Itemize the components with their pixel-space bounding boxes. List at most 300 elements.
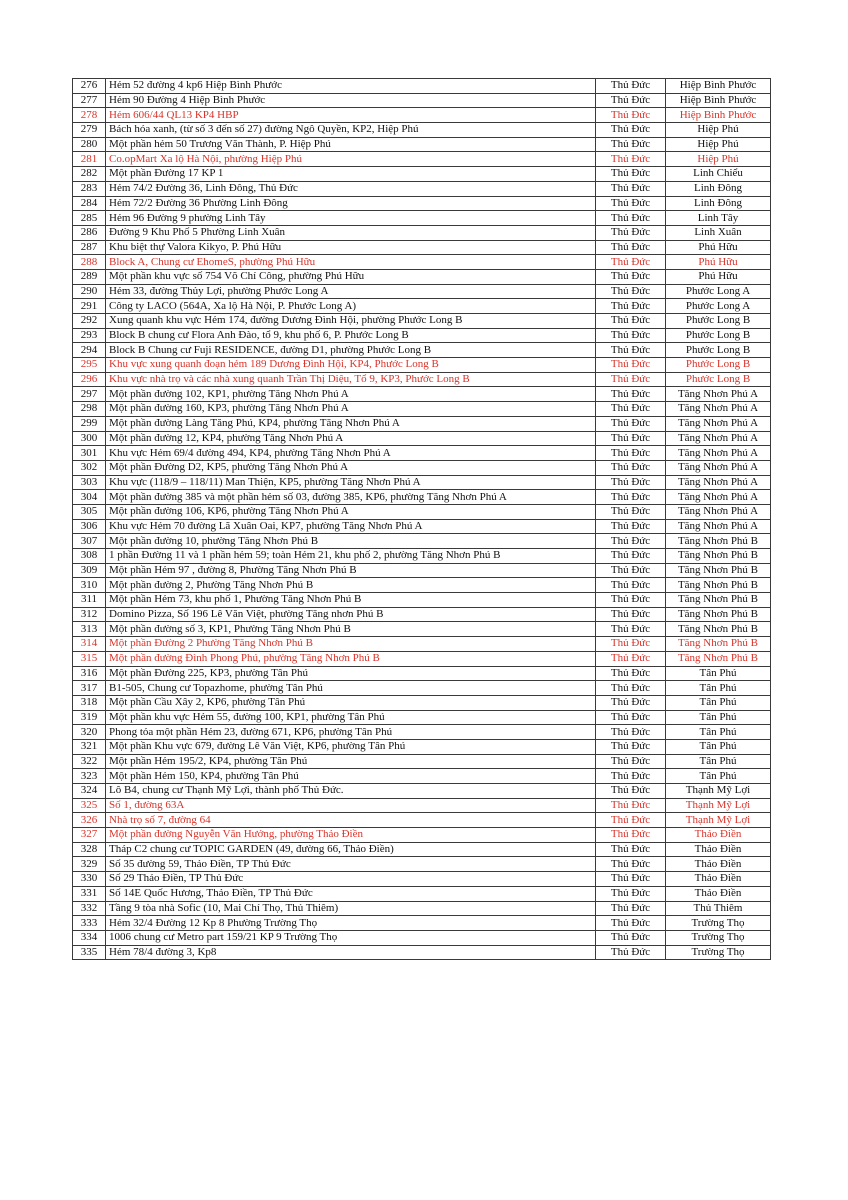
location-cell: Một phần Hẻm 97 , đường 8, Phường Tăng Nhơn Phú B: [106, 563, 596, 578]
district-cell: Thủ Đức: [596, 842, 666, 857]
ward-cell: Hiệp Bình Phước: [666, 108, 771, 123]
district-cell: Thủ Đức: [596, 901, 666, 916]
district-cell: Thủ Đức: [596, 607, 666, 622]
table-row: [73, 930, 771, 945]
row-number: 325: [73, 798, 106, 813]
district-cell: Thủ Đức: [596, 284, 666, 299]
location-cell: Một phần Hẻm 195/2, KP4, phường Tân Phú: [106, 754, 596, 769]
district-cell: Thủ Đức: [596, 549, 666, 564]
row-number: 279: [73, 123, 106, 138]
ward-cell: Linh Đông: [666, 181, 771, 196]
row-number: 298: [73, 402, 106, 417]
ward-cell: Phú Hữu: [666, 269, 771, 284]
district-cell: Thủ Đức: [596, 695, 666, 710]
district-cell: Thủ Đức: [596, 534, 666, 549]
location-cell: Xung quanh khu vực Hẻm 174, đường Dương Đình Hội, phường Phước Long B: [106, 314, 596, 329]
row-number: 300: [73, 431, 106, 446]
district-cell: Thủ Đức: [596, 225, 666, 240]
district-cell: Thủ Đức: [596, 314, 666, 329]
location-cell: Số 1, đường 63A: [106, 798, 596, 813]
table-row: [73, 607, 771, 622]
table-row: [73, 622, 771, 637]
district-cell: Thủ Đức: [596, 754, 666, 769]
row-number: 278: [73, 108, 106, 123]
district-cell: Thủ Đức: [596, 402, 666, 417]
location-cell: Một phần khu vực số 754 Võ Chí Công, phường Phú Hữu: [106, 269, 596, 284]
row-number: 295: [73, 358, 106, 373]
table-row: [73, 255, 771, 270]
table-row: [73, 813, 771, 828]
table-row: [73, 681, 771, 696]
table-row: [73, 651, 771, 666]
table-row: [73, 798, 771, 813]
row-number: 303: [73, 475, 106, 490]
ward-cell: Trường Thọ: [666, 930, 771, 945]
row-number: 293: [73, 328, 106, 343]
location-cell: Bách hóa xanh, (từ số 3 đến số 27) đường Ngô Quyền, KP2, Hiệp Phú: [106, 123, 596, 138]
table-row: [73, 328, 771, 343]
district-cell: Thủ Đức: [596, 945, 666, 960]
row-number: 292: [73, 314, 106, 329]
location-cell: Khu vực Hẻm 69/4 đường 494, KP4, phường Tăng Nhơn Phú A: [106, 446, 596, 461]
row-number: 313: [73, 622, 106, 637]
ward-cell: Tăng Nhơn Phú A: [666, 490, 771, 505]
row-number: 329: [73, 857, 106, 872]
location-cell: Domino Pizza, Số 196 Lê Văn Việt, phường Tăng nhơn Phú B: [106, 607, 596, 622]
district-cell: Thủ Đức: [596, 431, 666, 446]
row-number: 326: [73, 813, 106, 828]
location-cell: Số 35 đường 59, Thảo Điền, TP Thủ Đức: [106, 857, 596, 872]
table-row: [73, 152, 771, 167]
ward-cell: Tăng Nhơn Phú A: [666, 387, 771, 402]
ward-cell: Thảo Điền: [666, 886, 771, 901]
ward-cell: Trường Thọ: [666, 945, 771, 960]
location-cell: Khu vực nhà trọ và các nhà xung quanh Trần Thị Diệu, Tổ 9, KP3, Phước Long B: [106, 372, 596, 387]
district-cell: Thủ Đức: [596, 372, 666, 387]
location-cell: Một phần Hẻm 150, KP4, phường Tân Phú: [106, 769, 596, 784]
district-cell: Thủ Đức: [596, 784, 666, 799]
district-cell: Thủ Đức: [596, 328, 666, 343]
location-cell: Tầng 9 tòa nhà Sofic (10, Mai Chí Thọ, Thủ Thiêm): [106, 901, 596, 916]
location-cell: Khu vực (118/9 – 118/11) Man Thiện, KP5, phường Tăng Nhơn Phú A: [106, 475, 596, 490]
table-row: [73, 666, 771, 681]
table-row: [73, 695, 771, 710]
district-cell: Thủ Đức: [596, 593, 666, 608]
table-row: [73, 93, 771, 108]
table-row: [73, 284, 771, 299]
location-cell: Block B Chung cư Fuji RESIDENCE, đường D1, phường Phước Long B: [106, 343, 596, 358]
location-cell: Một phần đường 160, KP3, phường Tăng Nhơn Phú A: [106, 402, 596, 417]
location-cell: Một phần khu vực Hẻm 55, đường 100, KP1, phường Tân Phú: [106, 710, 596, 725]
location-cell: Một phần hẻm 50 Trương Văn Thành, P. Hiệp Phú: [106, 137, 596, 152]
location-cell: Một phần Đường D2, KP5, phường Tăng Nhơn Phú A: [106, 460, 596, 475]
ward-cell: Thủ Thiêm: [666, 901, 771, 916]
ward-cell: Tăng Nhơn Phú B: [666, 622, 771, 637]
ward-cell: Tăng Nhơn Phú A: [666, 402, 771, 417]
row-number: 282: [73, 167, 106, 182]
location-cell: B1-505, Chung cư Topazhome, phường Tân Phú: [106, 681, 596, 696]
location-cell: Một phần Khu vực 679, đường Lê Văn Việt, KP6, phường Tân Phú: [106, 739, 596, 754]
location-cell: Khu biệt thự Valora Kikyo, P. Phú Hữu: [106, 240, 596, 255]
district-cell: Thủ Đức: [596, 343, 666, 358]
location-cell: Khu vực Hẻm 70 đường Lã Xuân Oai, KP7, phường Tăng Nhơn Phú A: [106, 519, 596, 534]
location-cell: Một phần đường Nguyễn Văn Hưởng, phường Thảo Điền: [106, 828, 596, 843]
ward-cell: Tăng Nhơn Phú B: [666, 651, 771, 666]
district-cell: Thủ Đức: [596, 416, 666, 431]
table-row: [73, 123, 771, 138]
table-row: [73, 725, 771, 740]
ward-cell: Linh Đông: [666, 196, 771, 211]
ward-cell: Thảo Điền: [666, 828, 771, 843]
location-cell: Co.opMart Xa lộ Hà Nội, phường Hiệp Phú: [106, 152, 596, 167]
ward-cell: Tăng Nhơn Phú B: [666, 637, 771, 652]
district-cell: Thủ Đức: [596, 137, 666, 152]
location-cell: Công ty LACO (564A, Xa lộ Hà Nội, P. Phước Long A): [106, 299, 596, 314]
table-row: [73, 431, 771, 446]
table-row: [73, 240, 771, 255]
ward-cell: Phước Long B: [666, 328, 771, 343]
row-number: 330: [73, 872, 106, 887]
district-cell: Thủ Đức: [596, 196, 666, 211]
ward-cell: Phú Hữu: [666, 240, 771, 255]
location-cell: Một phần đường 10, phường Tăng Nhơn Phú B: [106, 534, 596, 549]
location-cell: Một phần Hẻm 73, khu phố 1, Phường Tăng Nhơn Phú B: [106, 593, 596, 608]
location-cell: Phong tỏa một phần Hẻm 23, đường 671, KP6, phường Tân Phú: [106, 725, 596, 740]
table-row: [73, 402, 771, 417]
table-row: [73, 578, 771, 593]
table-row: [73, 754, 771, 769]
ward-cell: Tân Phú: [666, 769, 771, 784]
ward-cell: Linh Xuân: [666, 225, 771, 240]
ward-cell: Trường Thọ: [666, 916, 771, 931]
location-cell: Một phần đường 106, KP6, phường Tăng Nhơn Phú A: [106, 504, 596, 519]
row-number: 287: [73, 240, 106, 255]
table-row: [73, 886, 771, 901]
ward-cell: Thạnh Mỹ Lợi: [666, 798, 771, 813]
ward-cell: Linh Chiểu: [666, 167, 771, 182]
location-cell: Hẻm 78/4 đường 3, Kp8: [106, 945, 596, 960]
location-cell: Tháp C2 chung cư TOPIC GARDEN (49, đường 66, Thảo Điền): [106, 842, 596, 857]
row-number: 331: [73, 886, 106, 901]
row-number: 324: [73, 784, 106, 799]
row-number: 335: [73, 945, 106, 960]
row-number: 288: [73, 255, 106, 270]
location-cell: Một phần đường 385 và một phần hẻm số 03, đường 385, KP6, phường Tăng Nhơn Phú A: [106, 490, 596, 505]
district-cell: Thủ Đức: [596, 519, 666, 534]
district-cell: Thủ Đức: [596, 798, 666, 813]
ward-cell: Hiệp Bình Phước: [666, 79, 771, 94]
district-cell: Thủ Đức: [596, 637, 666, 652]
table-row: [73, 534, 771, 549]
ward-cell: Tăng Nhơn Phú A: [666, 504, 771, 519]
district-cell: Thủ Đức: [596, 387, 666, 402]
table-row: [73, 108, 771, 123]
location-cell: Một phần Đường 225, KP3, phường Tân Phú: [106, 666, 596, 681]
district-cell: Thủ Đức: [596, 578, 666, 593]
ward-cell: Tân Phú: [666, 666, 771, 681]
location-cell: Block B chung cư Flora Anh Đào, tổ 9, khu phố 6, P. Phước Long B: [106, 328, 596, 343]
location-cell: Hẻm 90 Đường 4 Hiệp Bình Phước: [106, 93, 596, 108]
row-number: 276: [73, 79, 106, 94]
location-table: [72, 78, 771, 960]
row-number: 319: [73, 710, 106, 725]
location-cell: Nhà trọ số 7, đường 64: [106, 813, 596, 828]
location-cell: Một phần đường 2, Phường Tăng Nhơn Phú B: [106, 578, 596, 593]
location-cell: Số 29 Thảo Điền, TP Thủ Đức: [106, 872, 596, 887]
district-cell: Thủ Đức: [596, 240, 666, 255]
table-row: [73, 872, 771, 887]
row-number: 277: [73, 93, 106, 108]
ward-cell: Thảo Điền: [666, 857, 771, 872]
district-cell: Thủ Đức: [596, 681, 666, 696]
ward-cell: Thảo Điền: [666, 842, 771, 857]
ward-cell: Hiệp Phú: [666, 137, 771, 152]
table-row: [73, 372, 771, 387]
location-cell: Một phần đường Làng Tăng Phú, KP4, phường Tăng Nhơn Phú A: [106, 416, 596, 431]
table-row: [73, 828, 771, 843]
row-number: 283: [73, 181, 106, 196]
ward-cell: Tăng Nhơn Phú B: [666, 534, 771, 549]
ward-cell: Tân Phú: [666, 710, 771, 725]
row-number: 334: [73, 930, 106, 945]
ward-cell: Tăng Nhơn Phú B: [666, 563, 771, 578]
location-cell: Hẻm 96 Đường 9 phường Linh Tây: [106, 211, 596, 226]
table-row: [73, 299, 771, 314]
ward-cell: Phước Long A: [666, 299, 771, 314]
table-row: [73, 137, 771, 152]
row-number: 296: [73, 372, 106, 387]
row-number: 318: [73, 695, 106, 710]
ward-cell: Tăng Nhơn Phú A: [666, 460, 771, 475]
location-cell: Hẻm 33, đường Thủy Lợi, phường Phước Long A: [106, 284, 596, 299]
row-number: 305: [73, 504, 106, 519]
table-row: [73, 842, 771, 857]
ward-cell: Linh Tây: [666, 211, 771, 226]
location-cell: Một phần Cầu Xây 2, KP6, phường Tân Phú: [106, 695, 596, 710]
table-row: [73, 784, 771, 799]
row-number: 320: [73, 725, 106, 740]
district-cell: Thủ Đức: [596, 123, 666, 138]
ward-cell: Tân Phú: [666, 754, 771, 769]
location-cell: Một phần đường Đình Phong Phú, phường Tăng Nhơn Phú B: [106, 651, 596, 666]
district-cell: Thủ Đức: [596, 916, 666, 931]
ward-cell: Tân Phú: [666, 739, 771, 754]
location-cell: Hẻm 606/44 QL13 KP4 HBP: [106, 108, 596, 123]
ward-cell: Phước Long B: [666, 358, 771, 373]
table-row: [73, 945, 771, 960]
row-number: 284: [73, 196, 106, 211]
table-row: [73, 901, 771, 916]
location-table-body: [73, 79, 771, 960]
row-number: 332: [73, 901, 106, 916]
ward-cell: Tăng Nhơn Phú B: [666, 607, 771, 622]
district-cell: Thủ Đức: [596, 299, 666, 314]
location-cell: Lô B4, chung cư Thạnh Mỹ Lợi, thành phố Thủ Đức.: [106, 784, 596, 799]
location-cell: Một phần đường số 3, KP1, Phường Tăng Nhơn Phú B: [106, 622, 596, 637]
table-row: [73, 343, 771, 358]
table-row: [73, 460, 771, 475]
district-cell: Thủ Đức: [596, 255, 666, 270]
row-number: 312: [73, 607, 106, 622]
ward-cell: Phú Hữu: [666, 255, 771, 270]
ward-cell: Tân Phú: [666, 695, 771, 710]
row-number: 322: [73, 754, 106, 769]
row-number: 290: [73, 284, 106, 299]
district-cell: Thủ Đức: [596, 710, 666, 725]
row-number: 321: [73, 739, 106, 754]
table-row: [73, 225, 771, 240]
row-number: 294: [73, 343, 106, 358]
ward-cell: Phước Long B: [666, 314, 771, 329]
row-number: 314: [73, 637, 106, 652]
row-number: 307: [73, 534, 106, 549]
location-cell: Hẻm 72/2 Đường 36 Phường Linh Đông: [106, 196, 596, 211]
table-row: [73, 387, 771, 402]
ward-cell: Tăng Nhơn Phú A: [666, 475, 771, 490]
district-cell: Thủ Đức: [596, 79, 666, 94]
ward-cell: Phước Long B: [666, 343, 771, 358]
ward-cell: Tăng Nhơn Phú A: [666, 431, 771, 446]
ward-cell: Thạnh Mỹ Lợi: [666, 813, 771, 828]
location-cell: 1006 chung cư Metro part 159/21 KP 9 Trường Thọ: [106, 930, 596, 945]
district-cell: Thủ Đức: [596, 872, 666, 887]
location-cell: Block A, Chung cư EhomeS, phường Phú Hữu: [106, 255, 596, 270]
row-number: 302: [73, 460, 106, 475]
table-row: [73, 549, 771, 564]
location-cell: Hẻm 52 đường 4 kp6 Hiệp Bình Phước: [106, 79, 596, 94]
table-row: [73, 916, 771, 931]
row-number: 309: [73, 563, 106, 578]
district-cell: Thủ Đức: [596, 739, 666, 754]
location-cell: Hẻm 32/4 Đường 12 Kp 8 Phường Trường Thọ: [106, 916, 596, 931]
ward-cell: Tăng Nhơn Phú A: [666, 446, 771, 461]
district-cell: Thủ Đức: [596, 181, 666, 196]
ward-cell: Hiệp Bình Phước: [666, 93, 771, 108]
location-cell: Một phần đường 102, KP1, phường Tăng Nhơn Phú A: [106, 387, 596, 402]
table-row: [73, 167, 771, 182]
district-cell: Thủ Đức: [596, 167, 666, 182]
row-number: 333: [73, 916, 106, 931]
ward-cell: Thạnh Mỹ Lợi: [666, 784, 771, 799]
row-number: 301: [73, 446, 106, 461]
ward-cell: Tăng Nhơn Phú B: [666, 549, 771, 564]
row-number: 280: [73, 137, 106, 152]
row-number: 323: [73, 769, 106, 784]
ward-cell: Tăng Nhơn Phú B: [666, 578, 771, 593]
location-cell: Một phần Đường 2 Phường Tăng Nhơn Phú B: [106, 637, 596, 652]
row-number: 299: [73, 416, 106, 431]
row-number: 291: [73, 299, 106, 314]
location-cell: Hẻm 74/2 Đường 36, Linh Đông, Thủ Đức: [106, 181, 596, 196]
row-number: 311: [73, 593, 106, 608]
district-cell: Thủ Đức: [596, 622, 666, 637]
location-cell: Đường 9 Khu Phố 5 Phường Linh Xuân: [106, 225, 596, 240]
ward-cell: Tăng Nhơn Phú A: [666, 519, 771, 534]
row-number: 285: [73, 211, 106, 226]
district-cell: Thủ Đức: [596, 490, 666, 505]
table-row: [73, 181, 771, 196]
district-cell: Thủ Đức: [596, 725, 666, 740]
ward-cell: Thảo Điền: [666, 872, 771, 887]
location-cell: 1 phần Đường 11 và 1 phần hẻm 59; toàn Hẻm 21, khu phố 2, phường Tăng Nhơn Phú B: [106, 549, 596, 564]
district-cell: Thủ Đức: [596, 108, 666, 123]
district-cell: Thủ Đức: [596, 211, 666, 226]
row-number: 327: [73, 828, 106, 843]
ward-cell: Phước Long B: [666, 372, 771, 387]
district-cell: Thủ Đức: [596, 269, 666, 284]
table-row: [73, 519, 771, 534]
location-cell: Số 14E Quốc Hương, Thảo Điền, TP Thủ Đức: [106, 886, 596, 901]
ward-cell: Tăng Nhơn Phú B: [666, 593, 771, 608]
row-number: 315: [73, 651, 106, 666]
table-row: [73, 710, 771, 725]
location-cell: Một phần đường 12, KP4, phường Tăng Nhơn Phú A: [106, 431, 596, 446]
location-cell: Khu vực xung quanh đoạn hẻm 189 Dương Đình Hội, KP4, Phước Long B: [106, 358, 596, 373]
table-row: [73, 504, 771, 519]
district-cell: Thủ Đức: [596, 475, 666, 490]
ward-cell: Tăng Nhơn Phú A: [666, 416, 771, 431]
row-number: 317: [73, 681, 106, 696]
ward-cell: Phước Long A: [666, 284, 771, 299]
row-number: 310: [73, 578, 106, 593]
table-row: [73, 490, 771, 505]
row-number: 308: [73, 549, 106, 564]
ward-cell: Tân Phú: [666, 681, 771, 696]
district-cell: Thủ Đức: [596, 446, 666, 461]
district-cell: Thủ Đức: [596, 930, 666, 945]
table-row: [73, 196, 771, 211]
district-cell: Thủ Đức: [596, 651, 666, 666]
district-cell: Thủ Đức: [596, 666, 666, 681]
district-cell: Thủ Đức: [596, 813, 666, 828]
district-cell: Thủ Đức: [596, 152, 666, 167]
district-cell: Thủ Đức: [596, 504, 666, 519]
district-cell: Thủ Đức: [596, 358, 666, 373]
row-number: 316: [73, 666, 106, 681]
row-number: 306: [73, 519, 106, 534]
table-row: [73, 769, 771, 784]
row-number: 289: [73, 269, 106, 284]
table-row: [73, 269, 771, 284]
table-row: [73, 416, 771, 431]
district-cell: Thủ Đức: [596, 93, 666, 108]
table-row: [73, 79, 771, 94]
row-number: 286: [73, 225, 106, 240]
district-cell: Thủ Đức: [596, 857, 666, 872]
table-row: [73, 593, 771, 608]
table-row: [73, 637, 771, 652]
district-cell: Thủ Đức: [596, 769, 666, 784]
ward-cell: Hiệp Phú: [666, 152, 771, 167]
table-row: [73, 857, 771, 872]
district-cell: Thủ Đức: [596, 886, 666, 901]
table-row: [73, 358, 771, 373]
district-cell: Thủ Đức: [596, 460, 666, 475]
row-number: 297: [73, 387, 106, 402]
table-row: [73, 563, 771, 578]
ward-cell: Tân Phú: [666, 725, 771, 740]
district-cell: Thủ Đức: [596, 828, 666, 843]
table-row: [73, 446, 771, 461]
district-cell: Thủ Đức: [596, 563, 666, 578]
row-number: 304: [73, 490, 106, 505]
row-number: 328: [73, 842, 106, 857]
table-row: [73, 314, 771, 329]
table-row: [73, 739, 771, 754]
row-number: 281: [73, 152, 106, 167]
table-row: [73, 475, 771, 490]
table-row: [73, 211, 771, 226]
